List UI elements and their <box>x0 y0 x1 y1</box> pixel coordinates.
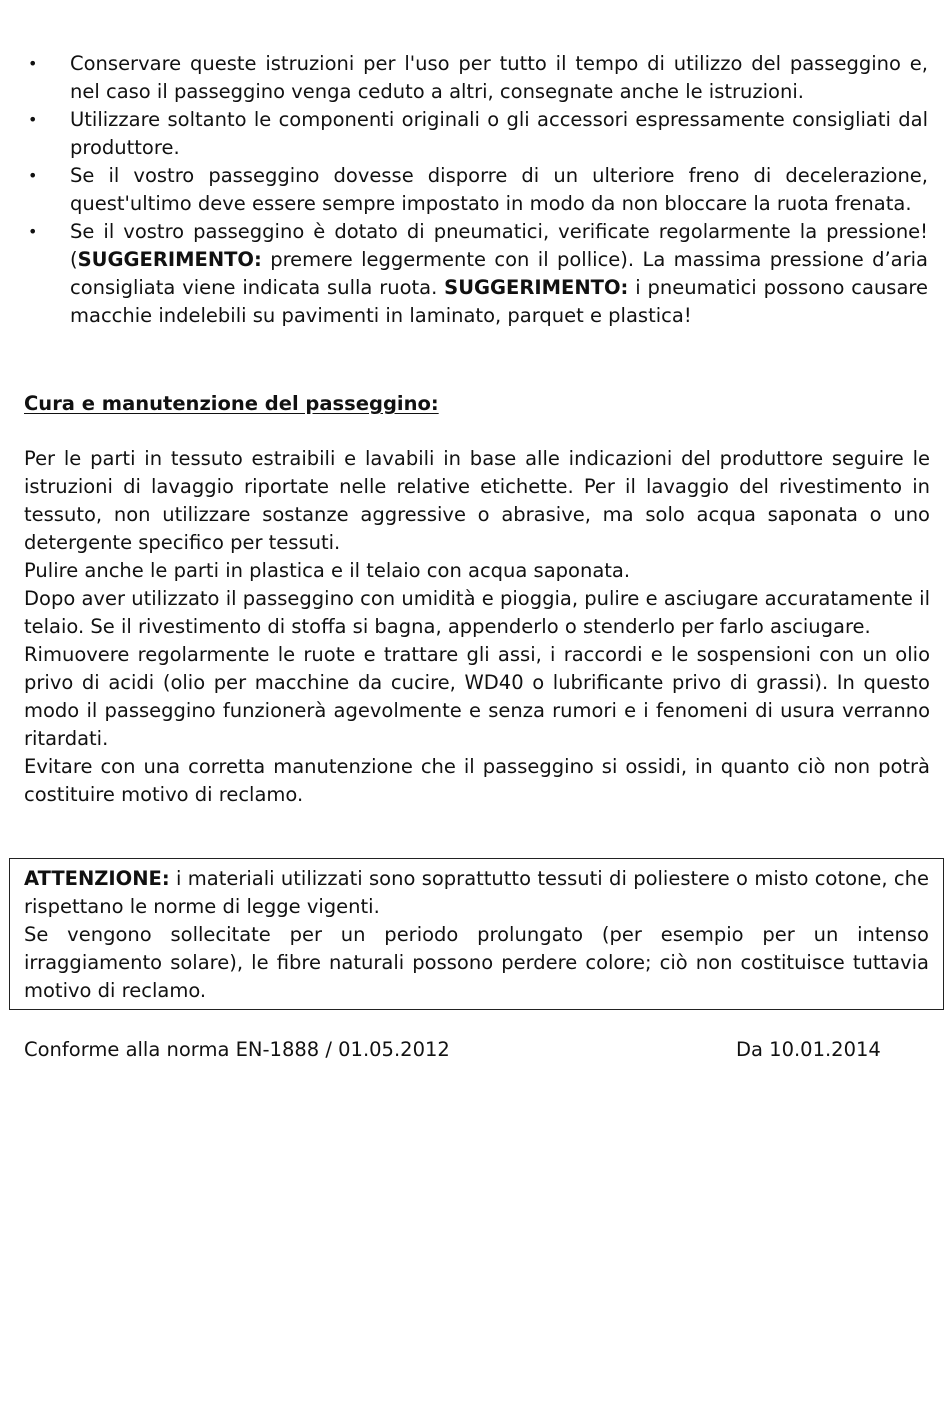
bullet-dot-icon: • <box>28 166 38 185</box>
care-paragraph: Evitare con una corretta manutenzione che il passeggino si ossidi, in quanto ciò non potrà costituire motivo di reclamo. <box>24 755 930 806</box>
bullet-text: Utilizzare soltanto le componenti originali o gli accessori espressamente consigliati dal produttore. <box>70 108 928 159</box>
warning-label: ATTENZIONE: <box>24 867 170 890</box>
bullet-text: Se il vostro passeggino dovesse disporre di un ulteriore freno di decelerazione, quest'ultimo deve essere sempre impostato in modo da non bloccare la ruota frenata. <box>70 164 928 215</box>
safety-bullet-list <box>24 50 928 330</box>
norm-compliance: Conforme alla norma EN-1888 / 01.05.2012 <box>24 1038 450 1061</box>
section-title: Cura e manutenzione del passeggino: <box>24 392 439 415</box>
bullet-text-part: Se il vostro passeggino è dotato di pneumatici, verificate regolarmente la pressione! ( <box>70 220 928 271</box>
tip-label: SUGGERIMENTO: <box>444 276 629 299</box>
care-paragraph: Rimuovere regolarmente le ruote e trattare gli assi, i raccordi e le sospensioni con un olio privo di acidi (olio per macchine da cucire, WD40 o lubrificante privo di grassi). In questo modo il passeggino funzionerà agevolmente e senza rumori e i fenomeni di usura verranno ritardati. <box>24 643 930 750</box>
bullet-item <box>24 218 928 330</box>
bullet-text-part: i pneumatici possono causare macchie indelebili su pavimenti in laminato, parquet e plastica! <box>70 276 928 327</box>
bullet-dot-icon: • <box>28 110 38 129</box>
warning-box <box>9 858 944 1010</box>
care-paragraph: Per le parti in tessuto estraibili e lavabili in base alle indicazioni del produttore seguire le istruzioni di lavaggio riportate nelle relative etichette. Per il lavaggio del rivestimento in tessuto, non utilizzare sostanze aggressive o abrasive, ma solo acqua saponata o uno detergente specifico per tessuti. <box>24 447 930 554</box>
warning-paragraph: Se vengono sollecitate per un periodo prolungato (per esempio per un intenso irraggiamento solare), le fibre naturali possono perdere colore; ciò non costituisce tuttavia motivo di reclamo. <box>24 923 929 1002</box>
bullet-text: Conservare queste istruzioni per l'uso per tutto il tempo di utilizzo del passeggino e, nel caso il passeggino venga ceduto a altri, consegnate anche le istruzioni. <box>70 52 928 103</box>
bullet-text-part: premere leggermente con il pollice). La massima pressione d’aria consigliata viene indicata sulla ruota. <box>70 248 928 299</box>
tip-label: SUGGERIMENTO: <box>77 248 262 271</box>
care-paragraph: Pulire anche le parti in plastica e il telaio con acqua saponata. <box>24 559 631 582</box>
warning-text: i materiali utilizzati sono soprattutto tessuti di poliestere o misto cotone, che rispettano le norme di legge vigenti. <box>24 867 929 918</box>
care-instructions <box>24 445 930 809</box>
warning-paragraph <box>24 865 929 921</box>
bullet-dot-icon: • <box>28 222 38 241</box>
care-paragraph: Dopo aver utilizzato il passeggino con umidità e pioggia, pulire e asciugare accuratamente il telaio. Se il rivestimento di stoffa si bagna, appenderlo o stenderlo per farlo asciugare. <box>24 587 930 638</box>
document-date: Da 10.01.2014 <box>736 1038 881 1061</box>
bullet-dot-icon: • <box>28 54 38 73</box>
bullet-item <box>24 50 928 106</box>
bullet-item <box>24 162 928 218</box>
bullet-item <box>24 106 928 162</box>
